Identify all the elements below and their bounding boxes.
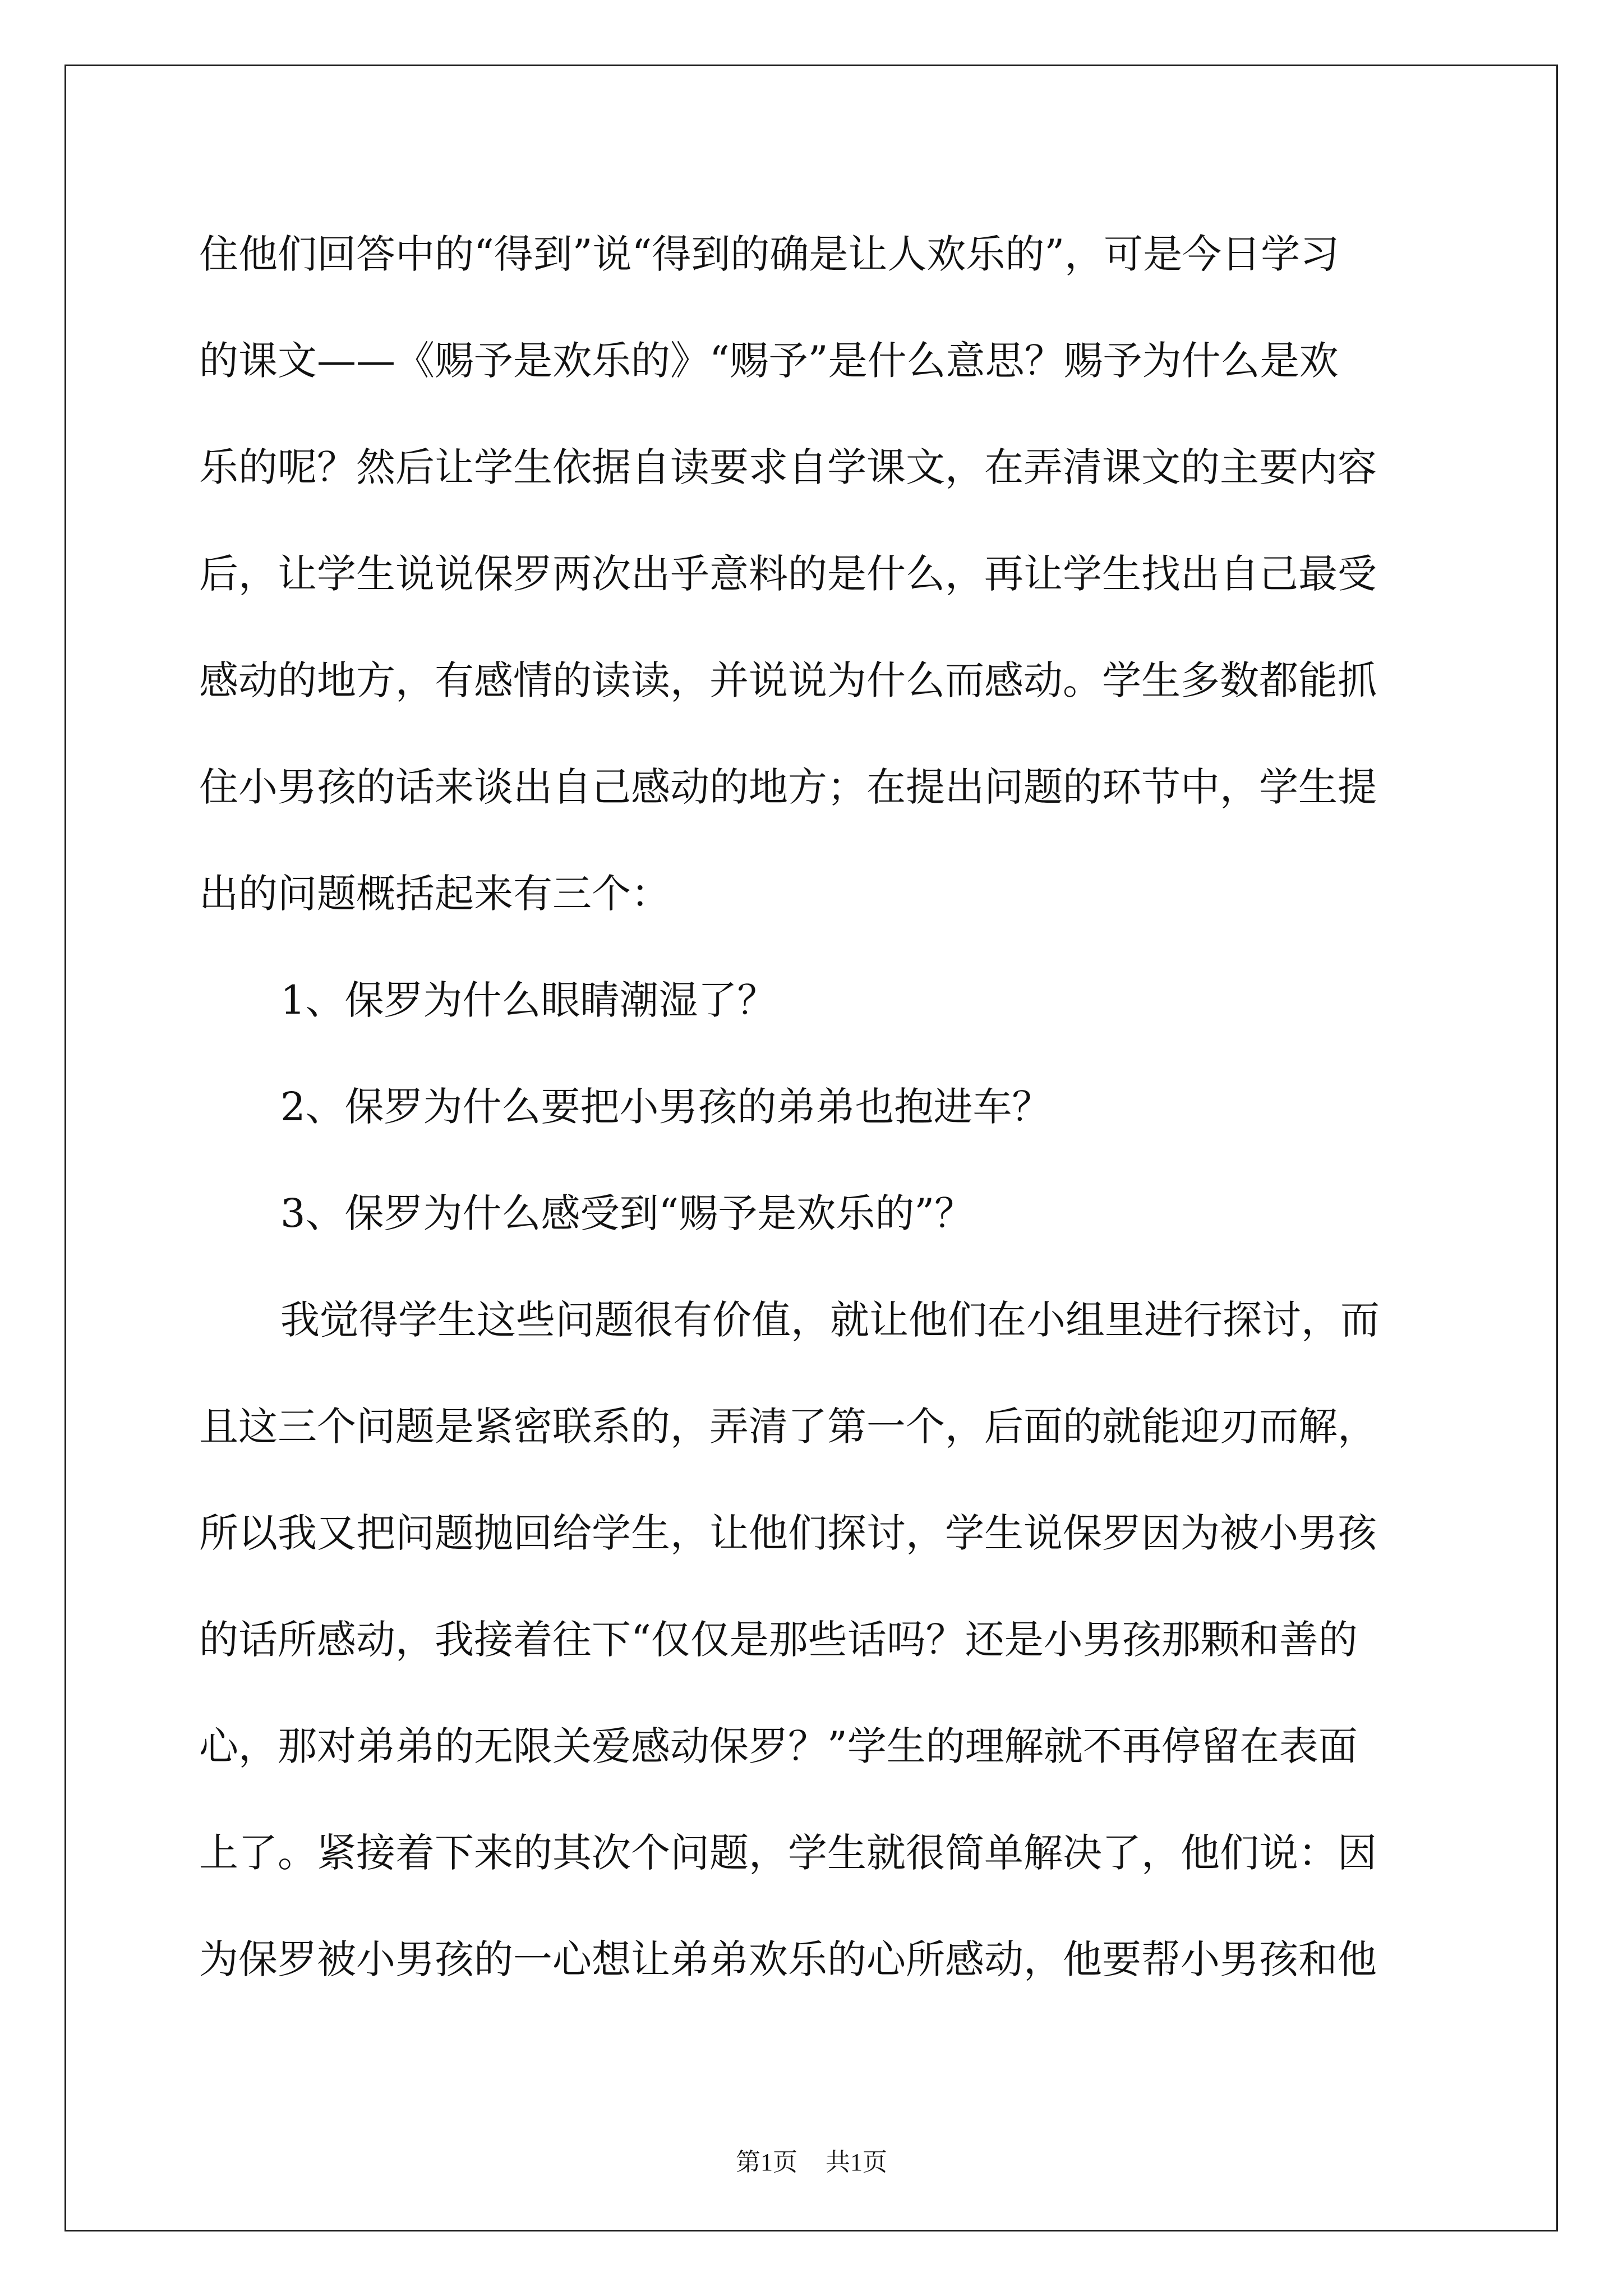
- page-footer: [0, 2146, 1623, 2179]
- page-number: 第1页: [736, 2148, 797, 2176]
- page-total: 共1页: [826, 2148, 887, 2176]
- paragraph-line: 且这三个问题是紧密联系的，弄清了第一个，后面的就能迎刃而解，: [199, 1404, 1377, 1450]
- question-item-2: 2、保罗为什么要把小男孩的弟弟也抱进车？: [280, 1084, 1052, 1130]
- paragraph-line: 心，那对弟弟的无限关爱感动保罗？”学生的理解就不再停留在表面: [199, 1723, 1358, 1769]
- paragraph-line: 的话所感动，我接着往下“仅仅是那些话吗？还是小男孩那颗和善的: [199, 1617, 1358, 1663]
- paragraph-line: 的课文——《赐予是欢乐的》“赐予”是什么意思？赐予为什么是欢: [199, 338, 1339, 384]
- question-item-3: 3、保罗为什么感受到“赐予是欢乐的”？: [280, 1190, 974, 1236]
- question-item-1: 1、保罗为什么眼睛潮湿了？: [280, 977, 777, 1023]
- paragraph-line: 后，让学生说说保罗两次出乎意料的是什么，再让学生找出自己最受: [199, 551, 1377, 597]
- paragraph-line: 为保罗被小男孩的一心想让弟弟欢乐的心所感动，他要帮小男孩和他: [199, 1936, 1377, 1982]
- paragraph-line: 住他们回答中的“得到”说“得到的确是让人欢乐的”，可是今日学习: [199, 231, 1340, 277]
- paragraph-line: 我觉得学生这些问题很有价值，就让他们在小组里进行探讨，而: [280, 1297, 1380, 1343]
- paragraph-line: 所以我又把问题抛回给学生，让他们探讨，学生说保罗因为被小男孩: [199, 1510, 1377, 1556]
- paragraph-line: 出的问题概括起来有三个：: [199, 871, 670, 917]
- paragraph-line: 乐的呢？然后让学生依据自读要求自学课文，在弄清课文的主要内容: [199, 444, 1377, 490]
- paragraph-line: 上了。紧接着下来的其次个问题，学生就很简单解决了，他们说：因: [199, 1830, 1377, 1876]
- paragraph-line: 感动的地方，有感情的读读，并说说为什么而感动。学生多数都能抓: [199, 657, 1377, 703]
- paragraph-line: 住小男孩的话来谈出自己感动的地方；在提出问题的环节中，学生提: [199, 764, 1377, 810]
- document-body: [199, 201, 1433, 2013]
